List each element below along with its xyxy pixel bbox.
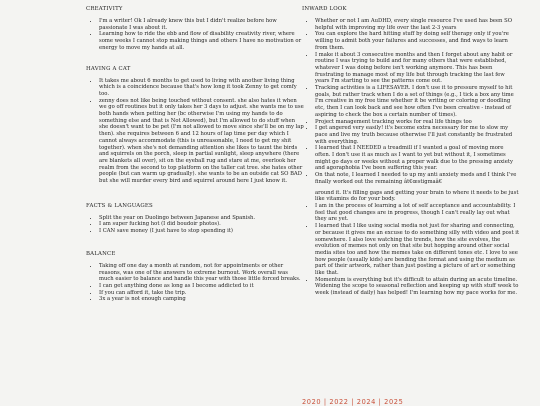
list-item: • Project management tracking works for real life things too: [315, 119, 520, 126]
cat-list: [86, 78, 304, 185]
list-item: • I get angered very easily! it's become extra necessary for me to slow my pace and live my truth because otherwise I'll just constantly be frustrated with everything.: [315, 125, 520, 145]
list-item: • I learned that I NEEDED a treadmill if I wanted a goal of moving more often. I don't use it as much as I want to yet but without it, I sometimes might go days or weeks without a proper walk due to the pressing anxiety and agoraphobia I've been suffering this year.: [315, 145, 520, 172]
list-item: • If you can afford it, take the trip.: [99, 290, 304, 297]
list-item: • I am in the process of learning a lot of self acceptance and accountability. I feel that good changes are in progress, though I can't really lay out what they are yet.: [315, 203, 520, 223]
paragraph-continuation: around it. It's filling gaps and getting your brain to where it needs to be just like vitamins do for your body.: [315, 189, 519, 203]
list-item: • Momentum is everything but it's difficult to attain during an acute timeline. Widening the scope to seasonal reflection and keeping up with stuff week to week (instead of daily) has helped! I'm learning how my pace works for me.: [315, 277, 520, 297]
balance-heading: BALANCE: [86, 250, 116, 257]
list-item: • On that note, I learned I needed to up my anti anxiety meds and I think I've finally worked out the remaining ât€œstigmaâ€: [315, 172, 520, 185]
list-item: • Whether or not I am AuDHD, every single resource I've used has been SO helpful with improving my life over the last 2-3 years: [315, 18, 520, 31]
balance-section: [86, 251, 304, 303]
list-item: • I'm a writer! Ok I already knew this but I didn't realize before how passionate I was about it.: [99, 18, 304, 31]
list-item: • Split the year on Duolingo between Japanese and Spanish.: [99, 215, 304, 222]
list-item: • I CAN save money (I just have to stop spending it): [99, 228, 304, 235]
creativity-list: [86, 18, 304, 52]
footer-year-links[interactable]: 2020 | 2022 | 2024 | 2025: [302, 398, 404, 406]
creativity-heading: CREATIVITY: [86, 6, 123, 12]
inward-list-continued: [302, 203, 520, 297]
facts-list: [86, 215, 304, 235]
balance-list: [86, 263, 304, 303]
cat-section: [86, 66, 304, 185]
list-item: • Learning how to ride the ebb and flow of disability creativity river, where some weeks I cannot stop making things and others I have no motivation or energy to move my hands at all.: [99, 31, 304, 51]
cat-heading: HAVING A CAT: [86, 65, 131, 72]
left-column: [86, 6, 304, 311]
inward-section: [302, 6, 520, 297]
list-item: • I learned that I like using social media not just for sharing and connecting, or because it gives me an excuse to do something silly with video and post it somewhere. I also love watching the trends, how the site evolves, the evolution of memes not only on that site but hopping around other social media sites too and how the memes take on different tones etc. I love to see how people (usually kids) are bending the format and using the medium as part of their artwork, rather than just posting a picture of art or something like that.: [315, 223, 520, 277]
right-column: [302, 6, 520, 305]
creativity-section: [86, 6, 304, 52]
inward-heading: INWARD LOOK: [302, 6, 347, 12]
list-item: • 3x a year is not enough camping: [99, 296, 304, 303]
facts-section: [86, 203, 304, 235]
facts-heading: FACTS & LANGUAGES: [86, 202, 153, 209]
list-item: • Taking off one day a month at random, not for appointments or other reasons, was one of the answers to extreme burnout. Work overall was much easier to balance and handle this year with those little forced breaks.: [99, 263, 304, 283]
inward-list: [302, 18, 520, 186]
list-item: • You can explore the hard hitting stuff by doing self therapy only if you're willing to admit both your failures and successes, and find ways to learn from them.: [315, 31, 520, 51]
list-item: • I make it about 3 consecutive months and then I forget about any habit or routine I was trying to build and for many others that were established, whatever I was doing before isn't working anymore. This has been frustrating to manage most of my life but through tracking the last few years I'm starting to see the patterns come out.: [315, 52, 520, 86]
list-item: • It takes me about 6 months to get used to living with another living thing which is a coincidence because that's how long it took Zenny to get comfy too.: [99, 78, 304, 98]
list-item: • I am super fucking hot (I did boudoir photos).: [99, 221, 304, 228]
list-item: • zenny does not like being touched without consent. she also hates it when we go off routines but it only takes her 3 days to adjust. she wants me to use both hands when petting her (bc otherwise I'm using my hands to do something else and that is Not Allowed), but I'm allowed to do stuff when she doesn't want to be pet (I'm not allowed to move since she'll be on my lap then). she requires between 6 and 12 hours of lap time per day which I cannot always accommodate (this is unreasonable, I need to get my shit together). when she's not demanding attention she likes to taunt the birds and squirrels on the porch, sleep in partial sunlight, sleep anywhere (there are blankets all over), sit on the eyeball rug and stare at me, overlook her realm from the second to top platform on the taller cat tree. she hates other people (but can warm up gradually). she wants to be an outside cat SO BAD but she will murder every bird and squirrel around here I just know it.: [99, 98, 304, 185]
list-item: • I can get anything done as long as I become addicted to it: [99, 283, 304, 290]
list-item: • Tracking activities is a LIFESAVER. I don't use it to pressure myself to hit goals, but rather track when I do a set of things (e.g., I tick a box any time I'm creative in my free time whether it be writing or coloring or doodling etc, then I can look back and see how often I've been creative - instead of aspiring to check the box a certain number of times).: [315, 85, 520, 119]
